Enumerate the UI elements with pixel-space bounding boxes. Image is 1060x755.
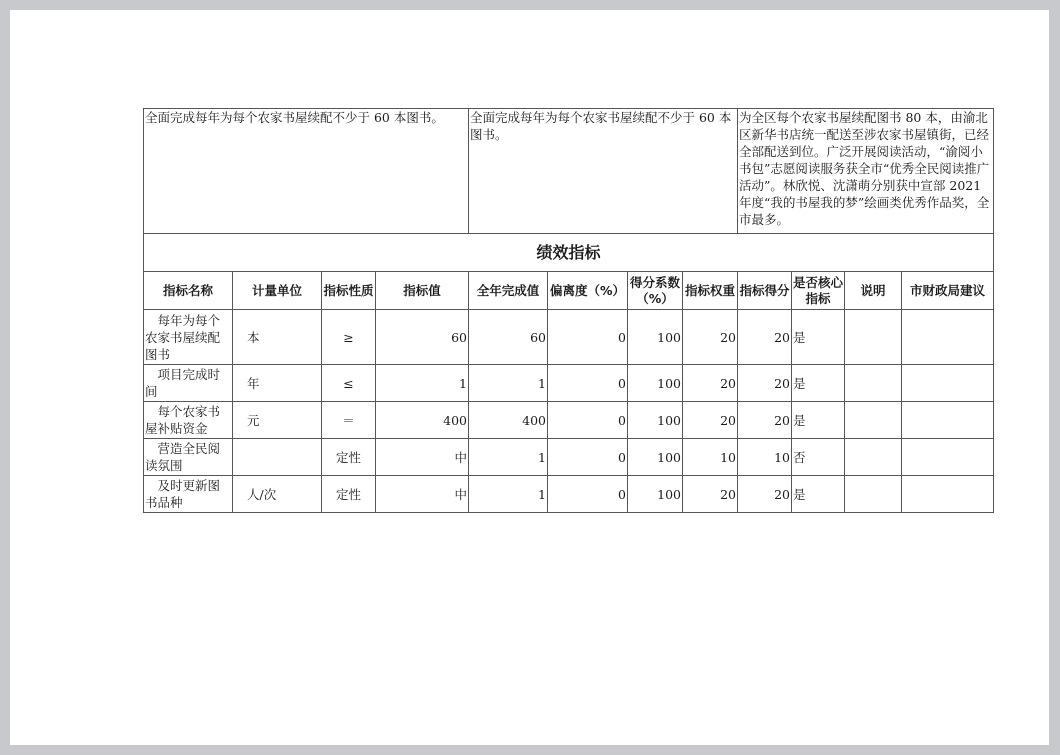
unit-cell: 年 (233, 365, 322, 402)
advice-cell (902, 402, 994, 439)
indicator-name: 营造全民阅读氛围 (144, 439, 233, 476)
table-row (144, 439, 994, 476)
coefficient-cell: 100 (628, 439, 683, 476)
table-row (144, 310, 994, 365)
note-cell (845, 402, 902, 439)
indicator-name: 每年为每个农家书屋续配图书 (144, 310, 233, 365)
nature-cell: ≤ (322, 365, 376, 402)
score-cell: 20 (738, 476, 792, 513)
indicator-name: 及时更新图书品种 (144, 476, 233, 513)
nature-cell: 定性 (322, 476, 376, 513)
header-cell: 是否核心指标 (792, 272, 845, 310)
weight-cell: 10 (683, 439, 738, 476)
deviation-cell: 0 (548, 365, 628, 402)
header-cell: 指标值 (376, 272, 469, 310)
nature-cell: 定性 (322, 439, 376, 476)
score-cell: 10 (738, 439, 792, 476)
unit-cell: 人/次 (233, 476, 322, 513)
target-value-cell: 中 (376, 439, 469, 476)
advice-cell (902, 365, 994, 402)
performance-table (143, 233, 994, 513)
advice-cell (902, 476, 994, 513)
coefficient-cell: 100 (628, 310, 683, 365)
header-cell: 指标名称 (144, 272, 233, 310)
header-cell: 得分系数（%） (628, 272, 683, 310)
nature-cell: ＝ (322, 402, 376, 439)
summary-table (143, 108, 994, 234)
unit-cell: 元 (233, 402, 322, 439)
score-cell: 20 (738, 310, 792, 365)
coefficient-cell: 100 (628, 476, 683, 513)
advice-cell (902, 310, 994, 365)
table-row (144, 476, 994, 513)
weight-cell: 20 (683, 365, 738, 402)
indicator-name: 每个农家书屋补贴资金 (144, 402, 233, 439)
note-cell (845, 365, 902, 402)
target-value-cell: 中 (376, 476, 469, 513)
nature-cell: ≥ (322, 310, 376, 365)
actual-value-cell: 60 (469, 310, 548, 365)
section-title: 绩效指标 (144, 234, 994, 272)
core-cell: 是 (792, 310, 845, 365)
score-cell: 20 (738, 402, 792, 439)
summary-target-cell: 全面完成每年为每个农家书屋续配不少于 60 本图书。 (144, 109, 469, 234)
actual-value-cell: 1 (469, 365, 548, 402)
header-cell: 指标得分 (738, 272, 792, 310)
deviation-cell: 0 (548, 476, 628, 513)
header-cell: 说明 (845, 272, 902, 310)
table-row (144, 402, 994, 439)
actual-value-cell: 1 (469, 439, 548, 476)
actual-value-cell: 1 (469, 476, 548, 513)
weight-cell: 20 (683, 310, 738, 365)
core-cell: 是 (792, 402, 845, 439)
header-cell: 偏离度（%） (548, 272, 628, 310)
coefficient-cell: 100 (628, 402, 683, 439)
core-cell: 是 (792, 476, 845, 513)
deviation-cell: 0 (548, 402, 628, 439)
core-cell: 否 (792, 439, 845, 476)
header-cell: 计量单位 (233, 272, 322, 310)
score-cell: 20 (738, 365, 792, 402)
unit-cell (233, 439, 322, 476)
header-row (144, 272, 994, 310)
target-value-cell: 1 (376, 365, 469, 402)
coefficient-cell: 100 (628, 365, 683, 402)
note-cell (845, 439, 902, 476)
document-page (10, 10, 1049, 745)
deviation-cell: 0 (548, 310, 628, 365)
target-value-cell: 400 (376, 402, 469, 439)
summary-description-cell: 为全区每个农家书屋续配图书 80 本，由渝北区新华书店统一配送至涉农家书屋镇街，已经全部配送到位。广泛开展阅读活动，“渝阅小书包”志愿阅读服务获全市“优秀全民阅读推广活动”。林欣悦、沈潇萌分别获中宣部 2021 年度“我的书屋我的梦”绘画类优秀作品奖，全市最多。 (738, 109, 994, 234)
header-cell: 市财政局建议 (902, 272, 994, 310)
actual-value-cell: 400 (469, 402, 548, 439)
note-cell (845, 476, 902, 513)
weight-cell: 20 (683, 402, 738, 439)
deviation-cell: 0 (548, 439, 628, 476)
advice-cell (902, 439, 994, 476)
target-value-cell: 60 (376, 310, 469, 365)
header-cell: 指标性质 (322, 272, 376, 310)
header-cell: 全年完成值 (469, 272, 548, 310)
summary-row (144, 109, 994, 234)
indicator-name: 项目完成时间 (144, 365, 233, 402)
core-cell: 是 (792, 365, 845, 402)
unit-cell: 本 (233, 310, 322, 365)
table-row (144, 365, 994, 402)
header-cell: 指标权重 (683, 272, 738, 310)
weight-cell: 20 (683, 476, 738, 513)
note-cell (845, 310, 902, 365)
summary-actual-cell: 全面完成每年为每个农家书屋续配不少于 60 本图书。 (469, 109, 738, 234)
